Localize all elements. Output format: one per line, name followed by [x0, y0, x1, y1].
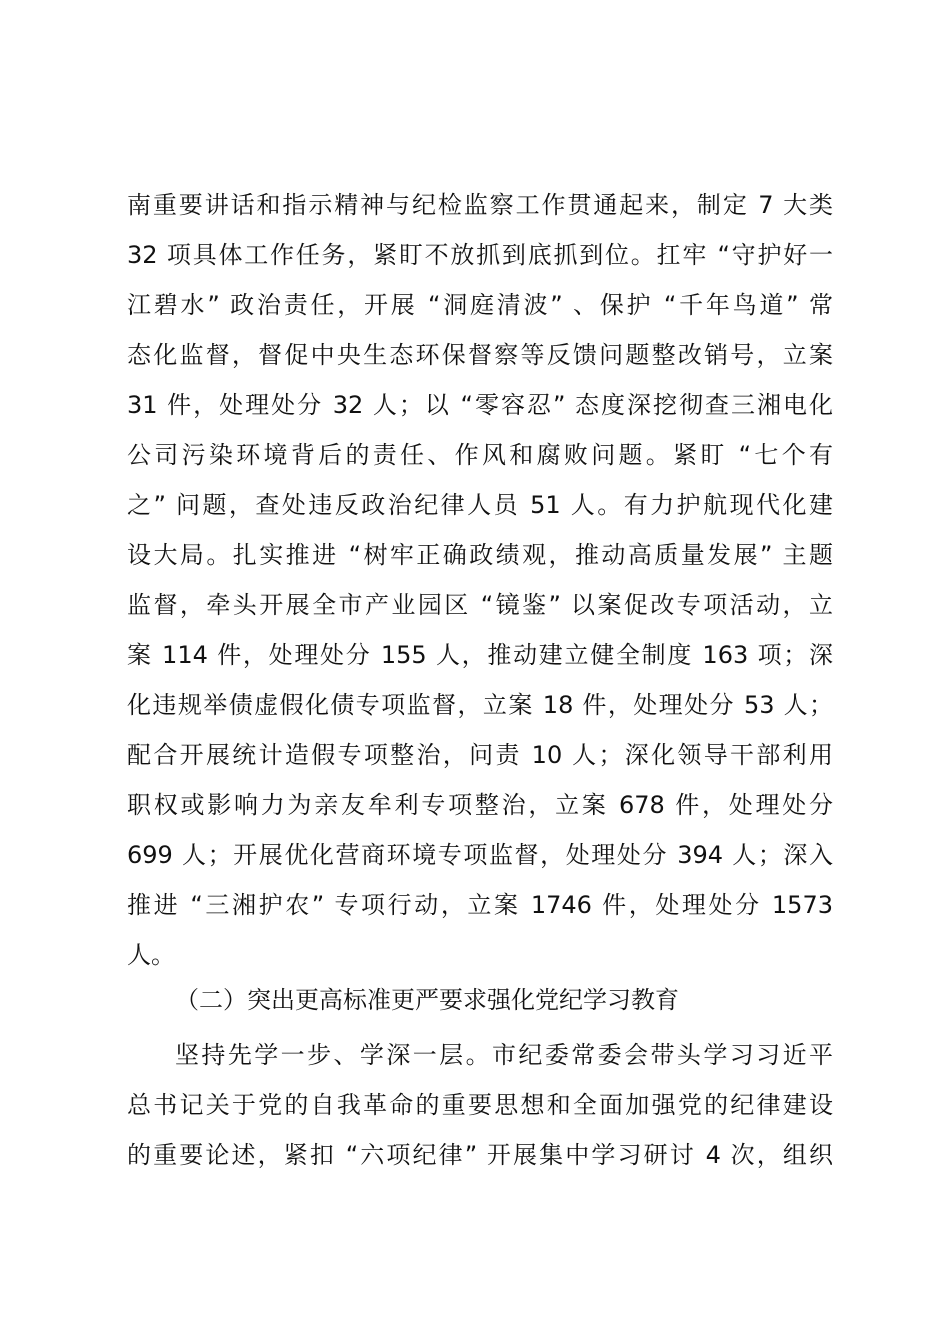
text-line: 态化监督，督促中央生态环保督察等反馈问题整改销号，立案 — [127, 341, 833, 369]
text-line: 南重要讲话和指示精神与纪检监察工作贯通起来，制定 7 大类 — [127, 191, 833, 219]
text-line: 监督，牵头开展全市产业园区 “镜鉴” 以案促改专项活动，立 — [127, 591, 833, 619]
text-line: 31 件，处理处分 32 人；以 “零容忍” 态度深挖彻查三湘电化 — [127, 391, 833, 419]
text-line: 699 人；开展优化营商环境专项监督，处理处分 394 人；深入 — [127, 841, 833, 869]
text-line: 人。 — [127, 941, 175, 969]
section-heading — [127, 975, 833, 1025]
text-line: 之” 问题，查处违反政治纪律人员 51 人。有力护航现代化建 — [127, 491, 833, 519]
paragraph-discipline-supervision — [127, 180, 833, 980]
text-line: 推进 “三湘护农” 专项行动，立案 1746 件，处理处分 1573 — [127, 891, 833, 919]
text-line: 设大局。扎实推进 “树牢正确政绩观，推动高质量发展” 主题 — [127, 541, 833, 569]
paragraph-study-education — [127, 1030, 833, 1180]
text-line: 江碧水” 政治责任，开展 “洞庭清波” 、保护 “千年鸟道” 常 — [127, 291, 833, 319]
text-line: 的重要论述，紧扣 “六项纪律” 开展集中学习研讨 4 次，组织 — [127, 1141, 833, 1169]
text-line: 配合开展统计造假专项整治，问责 10 人；深化领导干部利用 — [127, 741, 833, 769]
text-line: 案 114 件，处理处分 155 人，推动建立健全制度 163 项；深 — [127, 641, 833, 669]
text-line: 化违规举债虚假化债专项监督，立案 18 件，处理处分 53 人； — [127, 691, 833, 719]
text-line: 公司污染环境背后的责任、作风和腐败问题。紧盯 “七个有 — [127, 441, 833, 469]
text-line: 32 项具体工作任务，紧盯不放抓到底抓到位。扛牢 “守护好一 — [127, 241, 833, 269]
heading-line: （二）突出更高标准更严要求强化党纪学习教育 — [175, 986, 679, 1014]
text-line: 总书记关于党的自我革命的重要思想和全面加强党的纪律建设 — [127, 1091, 833, 1119]
text-line: 坚持先学一步、学深一层。市纪委常委会带头学习习近平 — [175, 1041, 833, 1069]
text-line: 职权或影响力为亲友牟利专项整治，立案 678 件，处理处分 — [127, 791, 833, 819]
